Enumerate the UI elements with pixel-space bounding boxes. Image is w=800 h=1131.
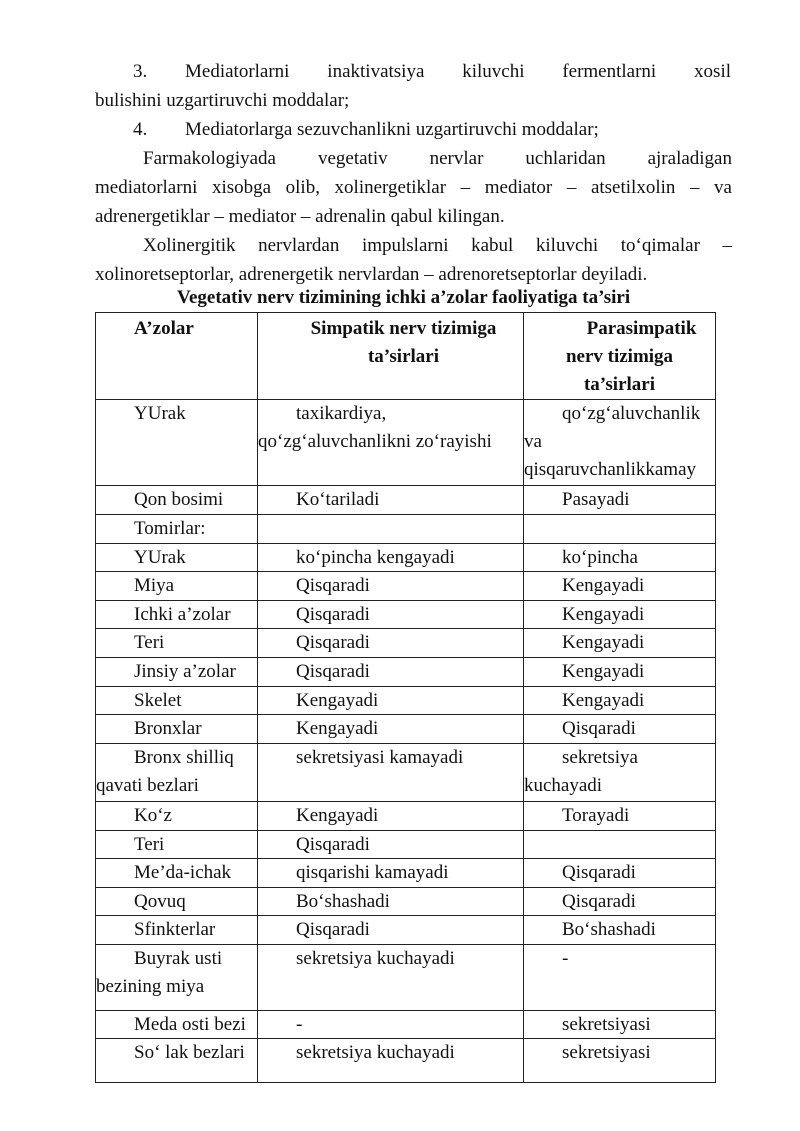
cell-parasympathetic-text: sekretsiyasi [562,1014,651,1035]
table-row [96,658,716,687]
table-row [96,629,716,658]
header-sympathetic-line2: ta’sirlari [367,346,440,367]
header-organ [96,313,258,400]
cell-sympathetic-text: Kengayadi [296,718,379,739]
table-title: Vegetativ nerv tizimining ichki a’zolar faoliyatiga ta’siri [177,287,631,308]
cell-parasympathetic [524,515,716,544]
cell-parasympathetic-text: - [562,948,569,969]
cell-organ-text: Qon bosimi [134,489,224,510]
cell-organ [96,802,258,831]
cell-organ [96,687,258,715]
cell-parasympathetic [524,629,716,658]
cell-organ [96,1039,258,1083]
cell-organ [96,515,258,544]
cell-parasympathetic-text: Pasayadi [562,489,630,510]
cell-organ-text: Miya [134,575,175,596]
cell-organ-text: Skelet [134,690,182,711]
table-row [96,859,716,888]
cell-organ [96,572,258,601]
table-row [96,1011,716,1039]
header-sympathetic [258,313,524,400]
cell-parasympathetic [524,601,716,629]
cell-organ-text: qavati bezlari [96,775,199,796]
cell-organ [96,486,258,515]
cell-sympathetic [258,629,524,658]
cell-parasympathetic-text: sekretsiyasi [562,1042,651,1063]
header-parasympathetic-line3: ta’sirlari [583,374,656,395]
table-row [96,1039,716,1083]
paragraph-1-line3: adrenergetiklar – mediator – adrenalin qabul kilingan. [95,206,505,227]
cell-parasympathetic-text: va [524,431,542,452]
cell-organ-text: Tomirlar: [134,518,206,539]
cell-sympathetic-text: Qisqaradi [296,575,370,596]
cell-sympathetic-text: sekretsiya kuchayadi [296,948,455,969]
cell-sympathetic-text: sekretsiyasi kamayadi [296,747,464,768]
paragraph-2-line1: Xolinergitik nervlardan impulslarni kabul kiluvchi to‘qimalar – [143,235,732,256]
cell-parasympathetic [524,1011,716,1039]
list-item-4-line: 4. Mediatorlarga sezuvchanlikni uzgartiruvchi moddalar; [133,119,599,140]
cell-organ-text: bezining miya [96,976,205,997]
table-row [96,802,716,831]
cell-sympathetic-text: Qisqaradi [296,604,370,625]
cell-sympathetic-text: sekretsiya kuchayadi [296,1042,455,1063]
cell-parasympathetic [524,945,716,1011]
table-row [96,601,716,629]
cell-organ-text: Qovuq [134,891,186,912]
cell-organ-text: YUrak [134,403,186,424]
cell-parasympathetic-text: Kengayadi [562,575,645,596]
cell-organ-text: So‘ lak bezlari [134,1042,245,1063]
cell-organ [96,715,258,744]
cell-organ-text: Sfinkterlar [134,919,216,940]
paragraph-2-line2: xolinoretseptorlar, adrenergetik nervlardan – adrenoretseptorlar deyiladi. [95,264,648,285]
table-row [96,744,716,802]
cell-sympathetic [258,888,524,916]
table-row [96,945,716,1011]
paragraph-mediators [95,144,732,231]
cell-organ [96,945,258,1011]
cell-parasympathetic-text: Qisqaradi [562,891,636,912]
cell-organ [96,859,258,888]
header-parasympathetic [524,313,716,400]
table-header-row [96,313,716,400]
cell-sympathetic [258,515,524,544]
cell-sympathetic-text: qisqarishi kamayadi [296,862,449,883]
cell-organ [96,601,258,629]
cell-parasympathetic-text: ko‘pincha [562,547,638,568]
paragraph-1-line1: Farmakologiyada vegetativ nervlar uchlaridan ajraladigan [143,148,732,169]
table-row [96,515,716,544]
cell-parasympathetic [524,744,716,802]
table-row [96,916,716,945]
cell-sympathetic-text: Kengayadi [296,690,379,711]
header-sympathetic-line1: Simpatik nerv tizimiga [310,318,497,339]
cell-sympathetic-text: Qisqaradi [296,632,370,653]
cell-parasympathetic [524,1039,716,1083]
cell-organ-text: Ichki a’zolar [134,604,231,625]
cell-sympathetic-text: Kengayadi [296,805,379,826]
cell-parasympathetic [524,658,716,687]
cell-parasympathetic-text: Torayadi [562,805,630,826]
list-item-3-line2: bulishini uzgartiruvchi moddalar; [95,90,350,111]
cell-organ-text: Buyrak usti [134,948,223,969]
header-parasympathetic-line1: Parasimpatik [586,318,697,339]
cell-sympathetic-text: Qisqaradi [296,919,370,940]
cell-organ [96,916,258,945]
cell-parasympathetic-text: sekretsiya [562,747,638,768]
cell-sympathetic [258,544,524,572]
cell-sympathetic [258,400,524,486]
cell-organ [96,744,258,802]
cell-sympathetic [258,715,524,744]
cell-organ [96,629,258,658]
cell-parasympathetic [524,400,716,486]
list-item-3-text: Mediatorlarni inaktivatsiya kiluvchi fermentlarni xosil [185,61,731,82]
table-row [96,572,716,601]
cell-sympathetic-text: Qisqaradi [296,834,370,855]
cell-sympathetic [258,1011,524,1039]
cell-parasympathetic [524,572,716,601]
cell-organ-text: Teri [134,632,165,653]
cell-parasympathetic [524,687,716,715]
cell-organ [96,400,258,486]
cell-sympathetic-text: ko‘pincha kengayadi [296,547,455,568]
cell-organ-text: Meda osti bezi [134,1014,246,1035]
cell-parasympathetic [524,859,716,888]
cell-parasympathetic-text: Kengayadi [562,604,645,625]
paragraph-1-line2: mediatorlarni xisobga olib, xolinergetiklar – mediator – atsetilxolin – va [95,177,732,198]
cell-organ-text: Bronx shilliq [134,747,234,768]
header-organ-label: A’zolar [134,318,194,339]
table-row [96,715,716,744]
cell-sympathetic-text: - [296,1014,303,1035]
table-row [96,831,716,859]
cell-sympathetic [258,916,524,945]
cell-organ-text: Ko‘z [134,805,172,826]
cell-sympathetic [258,802,524,831]
cell-sympathetic [258,601,524,629]
cell-organ-text: Me’da-ichak [134,862,232,883]
table-row [96,544,716,572]
cell-parasympathetic [524,486,716,515]
cell-sympathetic [258,572,524,601]
cell-organ [96,888,258,916]
cell-sympathetic-text: Ko‘tariladi [296,489,380,510]
table-row [96,486,716,515]
cell-parasympathetic-text: Qisqaradi [562,718,636,739]
cell-parasympathetic [524,544,716,572]
cell-organ [96,658,258,687]
cell-parasympathetic-text: qisqaruvchanlikkamay [524,459,697,480]
list-item-4-text: Mediatorlarga sezuvchanlikni uzgartiruvchi moddalar; [185,119,599,140]
cell-parasympathetic [524,831,716,859]
cell-organ-text: Bronxlar [134,718,202,739]
cell-parasympathetic-text: Kengayadi [562,661,645,682]
paragraph-receptors [95,231,732,289]
cell-sympathetic-text: Qisqaradi [296,661,370,682]
cell-sympathetic [258,945,524,1011]
list-item-3 [95,57,732,115]
cell-parasympathetic-text: Bo‘shashadi [562,919,656,940]
list-item-4 [95,115,732,144]
cell-organ-text: Jinsiy a’zolar [134,661,236,682]
cell-parasympathetic-text: kuchayadi [524,775,603,796]
cell-sympathetic [258,1039,524,1083]
cell-organ-text: Teri [134,834,165,855]
table-row [96,400,716,486]
cell-parasympathetic [524,715,716,744]
cell-sympathetic [258,486,524,515]
header-parasympathetic-line2: nerv tizimiga [565,346,674,367]
cell-sympathetic-text: taxikardiya, [296,403,387,424]
cell-sympathetic [258,687,524,715]
cell-sympathetic [258,658,524,687]
cell-organ [96,831,258,859]
cell-sympathetic [258,859,524,888]
cell-sympathetic-text: Bo‘shashadi [296,891,390,912]
cell-organ-text: YUrak [134,547,186,568]
cell-parasympathetic-text: Kengayadi [562,690,645,711]
cell-sympathetic [258,744,524,802]
cell-organ [96,1011,258,1039]
cell-parasympathetic-text: Qisqaradi [562,862,636,883]
cell-sympathetic [258,831,524,859]
cell-parasympathetic-text: Kengayadi [562,632,645,653]
cell-parasympathetic [524,916,716,945]
cell-sympathetic-text: qo‘zg‘aluvchanlikni zo‘rayishi [258,431,492,452]
cell-parasympathetic-text: qo‘zg‘aluvchanlik [562,403,701,424]
table-row [96,687,716,715]
cell-parasympathetic [524,802,716,831]
table-row [96,888,716,916]
cell-organ [96,544,258,572]
effects-table [95,312,716,1083]
cell-parasympathetic [524,888,716,916]
list-item-3-line1: 3. Mediatorlarni inaktivatsiya kiluvchi fermentlarni xosil [95,57,732,86]
